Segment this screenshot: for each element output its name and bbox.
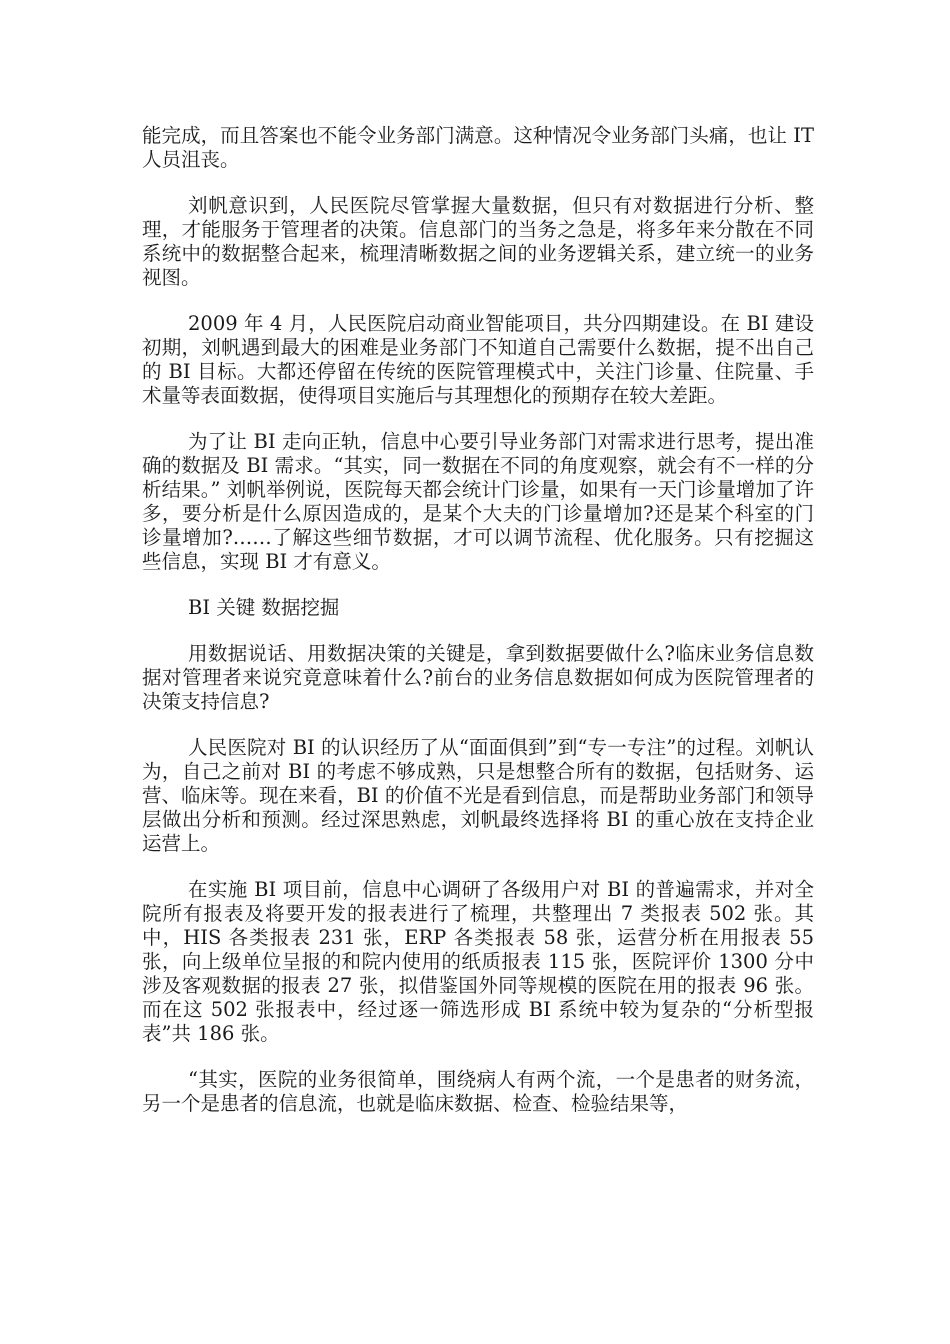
paragraph: 用数据说话、用数据决策的关键是，拿到数据要做什么?临床业务信息数据对管理者来说究竟意味着什么?前台的业务信息数据如何成为医院管理者的决策支持信息? [142, 642, 814, 713]
paragraph: 人民医院对 BI 的认识经历了从“面面俱到”到“专一专注”的过程。刘帆认为，自己之前对 BI 的考虑不够成熟，只是想整合所有的数据，包括财务、运营、临床等。现在来看，BI 的价值不光是看到信息，而是帮助业务部门和领导层做出分析和预测。经过深思熟虑，刘帆最终选择将 BI 的重心放在支持企业运营上。 [142, 736, 814, 855]
paragraph: 为了让 BI 走向正轨，信息中心要引导业务部门对需求进行思考，提出准确的数据及 BI 需求。“其实，同一数据在不同的角度观察，就会有不一样的分析结果。” 刘帆举例说，医院每天都会统计门诊量，如果有一天门诊量增加了许多，要分析是什么原因造成的，是某个大夫的门诊量增加?还是某个科室的门诊量增加?……了解这些细节数据，才可以调节流程、优化服务。只有挖掘这些信息，实现 BI 才有意义。 [142, 430, 814, 573]
paragraph: 刘帆意识到，人民医院尽管掌握大量数据，但只有对数据进行分析、整理，才能服务于管理者的决策。信息部门的当务之急是，将多年来分散在不同系统中的数据整合起来，梳理清晰数据之间的业务逻辑关系，建立统一的业务视图。 [142, 194, 814, 289]
paragraph-continuation: 能完成，而且答案也不能令业务部门满意。这种情况令业务部门头痛，也让 IT 人员沮丧。 [142, 124, 814, 171]
paragraph: “其实，医院的业务很简单，围绕病人有两个流，一个是患者的财务流，另一个是患者的信息流，也就是临床数据、检查、检验结果等， [142, 1068, 814, 1115]
document-page [142, 124, 814, 1138]
paragraph: 2009 年 4 月，人民医院启动商业智能项目，共分四期建设。在 BI 建设初期，刘帆遇到最大的困难是业务部门不知道自己需要什么数据，提不出自己的 BI 目标。大都还停留在传统的医院管理模式中，关注门诊量、住院量、手术量等表面数据，使得项目实施后与其理想化的预期存在较大差距。 [142, 312, 814, 407]
paragraph: 在实施 BI 项目前，信息中心调研了各级用户对 BI 的普遍需求，并对全院所有报表及将要开发的报表进行了梳理，共整理出 7 类报表 502 张。其中，HIS 各类报表 231 张，ERP 各类报表 58 张，运营分析在用报表 55 张，向上级单位呈报的和院内使用的纸质报表 115 张，医院评价 1300 分中涉及客观数据的报表 27 张，拟借鉴国外同等规模的医院在用的报表 96 张。而在这 502 张报表中，经过逐一筛选形成 BI 系统中较为复杂的“分析型报表”共 186 张。 [142, 878, 814, 1045]
section-heading: BI 关键 数据挖掘 [188, 596, 340, 619]
